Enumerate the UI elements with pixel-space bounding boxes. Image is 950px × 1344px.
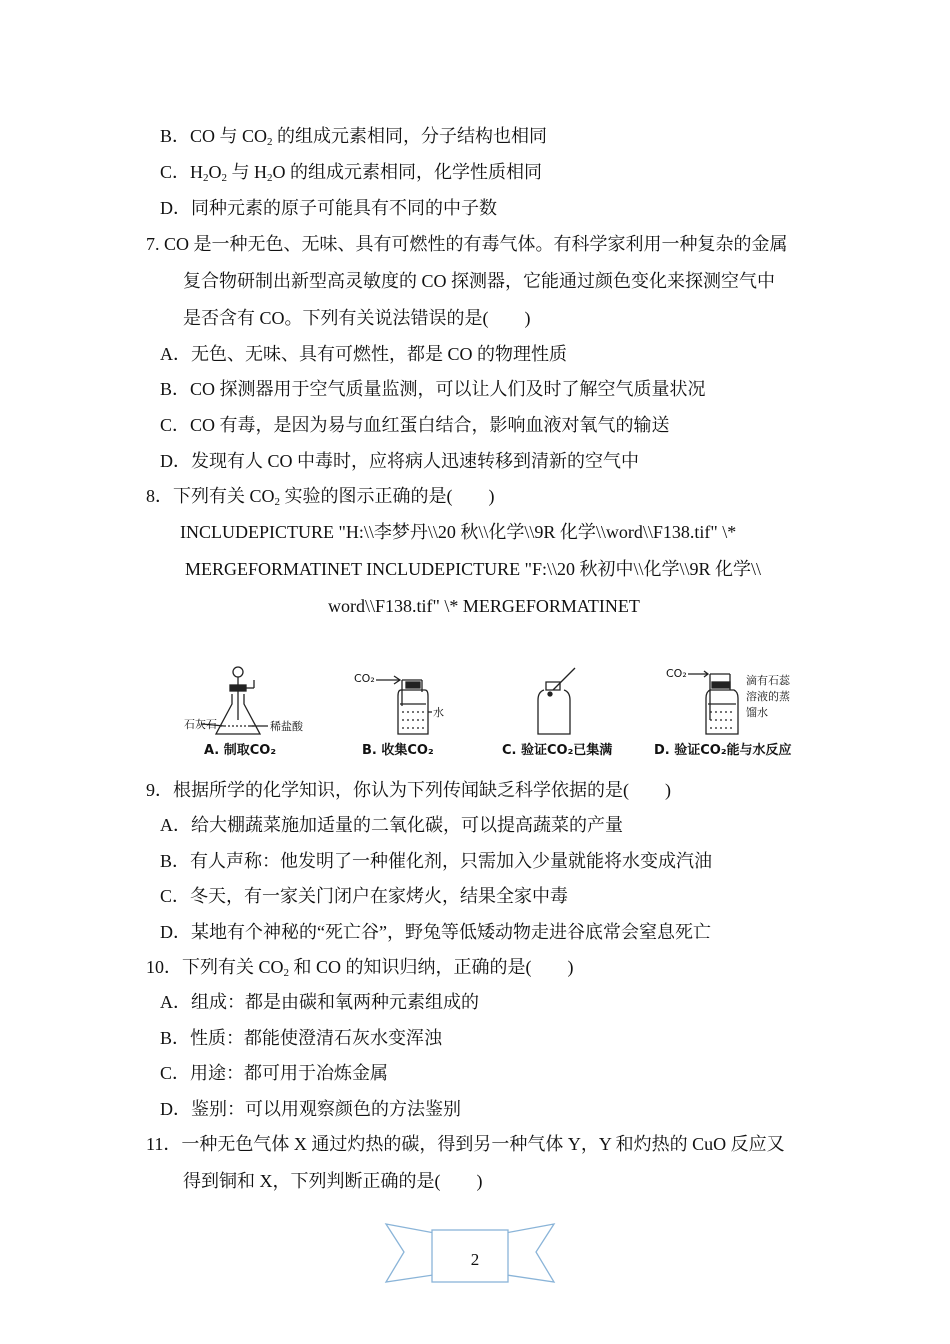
label-co2-d: CO₂ [666, 667, 687, 680]
q9-option-d: D．某地有个神秘的“死亡谷”，野兔等低矮动物走进谷底常会窒息死亡 [160, 922, 711, 942]
caption-c: C. 验证CO₂已集满 [502, 743, 613, 758]
label-water: 水 [433, 706, 444, 719]
field-code-line2: MERGEFORMATINET INCLUDEPICTURE "F:\\20 秋初中\\化学\\9R 化学\\ [185, 559, 762, 579]
q7-option-c: C．CO 有毒，是因为易与血红蛋白结合，影响血液对氧气的输送 [160, 415, 670, 435]
q9-option-c: C．冬天，有一家关门闭户在家烤火，结果全家中毒 [160, 886, 569, 906]
q7-stem-line2: 复合物研制出新型高灵敏度的 CO 探测器，它能通过颜色变化来探测空气中 [183, 271, 776, 291]
q7-option-d: D．发现有人 CO 中毒时，应将病人迅速转移到清新的空气中 [160, 451, 640, 471]
field-code-line3: word\\F138.tif" \* MERGEFORMATINET [328, 596, 640, 616]
label-litmus-1: 滴有石蕊 [746, 674, 790, 687]
apparatus-c [538, 668, 575, 734]
q9-option-a: A．给大棚蔬菜施加适量的二氧化碳，可以提高蔬菜的产量 [160, 815, 623, 835]
q8-stem: 8．下列有关 $CO_2$ 实验的图示正确的是( ) [146, 486, 495, 508]
q7-stem-line3: 是否含有 CO。下列有关说法错误的是( ) [183, 308, 531, 328]
caption-d: D. 验证CO₂能与水反应 [654, 743, 792, 758]
q9-stem: 9．根据所学的化学知识，你认为下列传闻缺乏科学依据的是( ) [146, 780, 671, 800]
caption-a: A. 制取CO₂ [204, 743, 277, 758]
q7-stem-line1: 7. CO 是一种无色、无味、具有可燃性的有毒气体。有科学家利用一种复杂的金属 [146, 234, 788, 254]
apparatus-d [688, 671, 738, 734]
apparatus-b [376, 676, 432, 734]
q10-option-c: C．用途：都可用于冶炼金属 [160, 1063, 389, 1083]
field-code-line1: INCLUDEPICTURE "H:\\李梦丹\\20 秋\\化学\\9R 化学\\word\\F138.tif" \* [180, 522, 737, 542]
q6-option-d: D．同种元素的原子可能具有不同的中子数 [160, 198, 497, 218]
caption-b: B. 收集CO₂ [362, 743, 434, 758]
label-co2-b: CO₂ [354, 672, 375, 685]
q6-option-c: C．$H_2O_2$ 与 $H_2O$ 的组成元素相同，化学性质相同 [160, 162, 543, 184]
q11-stem-line1: 11．一种无色气体 X 通过灼热的碳，得到另一种气体 Y，Y 和灼热的 CuO 反应又 [146, 1134, 785, 1154]
q11-stem-line2: 得到铜和 X，下列判断正确的是( ) [183, 1171, 483, 1191]
q9-option-b: B．有人声称：他发明了一种催化剂，只需加入少量就能将水变成汽油 [160, 851, 713, 871]
q7-option-a: A．无色、无味、具有可燃性，都是 CO 的物理性质 [160, 344, 568, 364]
co2-experiment-figure [180, 660, 810, 764]
q10-option-b: B．性质：都能使澄清石灰水变浑浊 [160, 1028, 443, 1048]
label-dilute-hcl: 稀盐酸 [270, 720, 303, 733]
page-number: 2 [470, 1250, 480, 1269]
q10-option-a: A．组成：都是由碳和氧两种元素组成的 [160, 992, 479, 1012]
q7-option-b: B．CO 探测器用于空气质量监测，可以让人们及时了解空气质量状况 [160, 379, 706, 399]
q6-option-b: B．CO 与 $CO_2$ 的组成元素相同，分子结构也相同 [160, 126, 548, 148]
q10-option-d: D．鉴别：可以用观察颜色的方法鉴别 [160, 1099, 461, 1119]
label-litmus-3: 馏水 [746, 706, 768, 719]
label-litmus-2: 溶液的蒸 [746, 690, 790, 703]
label-limestone: 石灰石 [184, 718, 217, 731]
q10-stem: 10．下列有关 $CO_2$ 和 CO 的知识归纳，正确的是( ) [146, 957, 574, 979]
